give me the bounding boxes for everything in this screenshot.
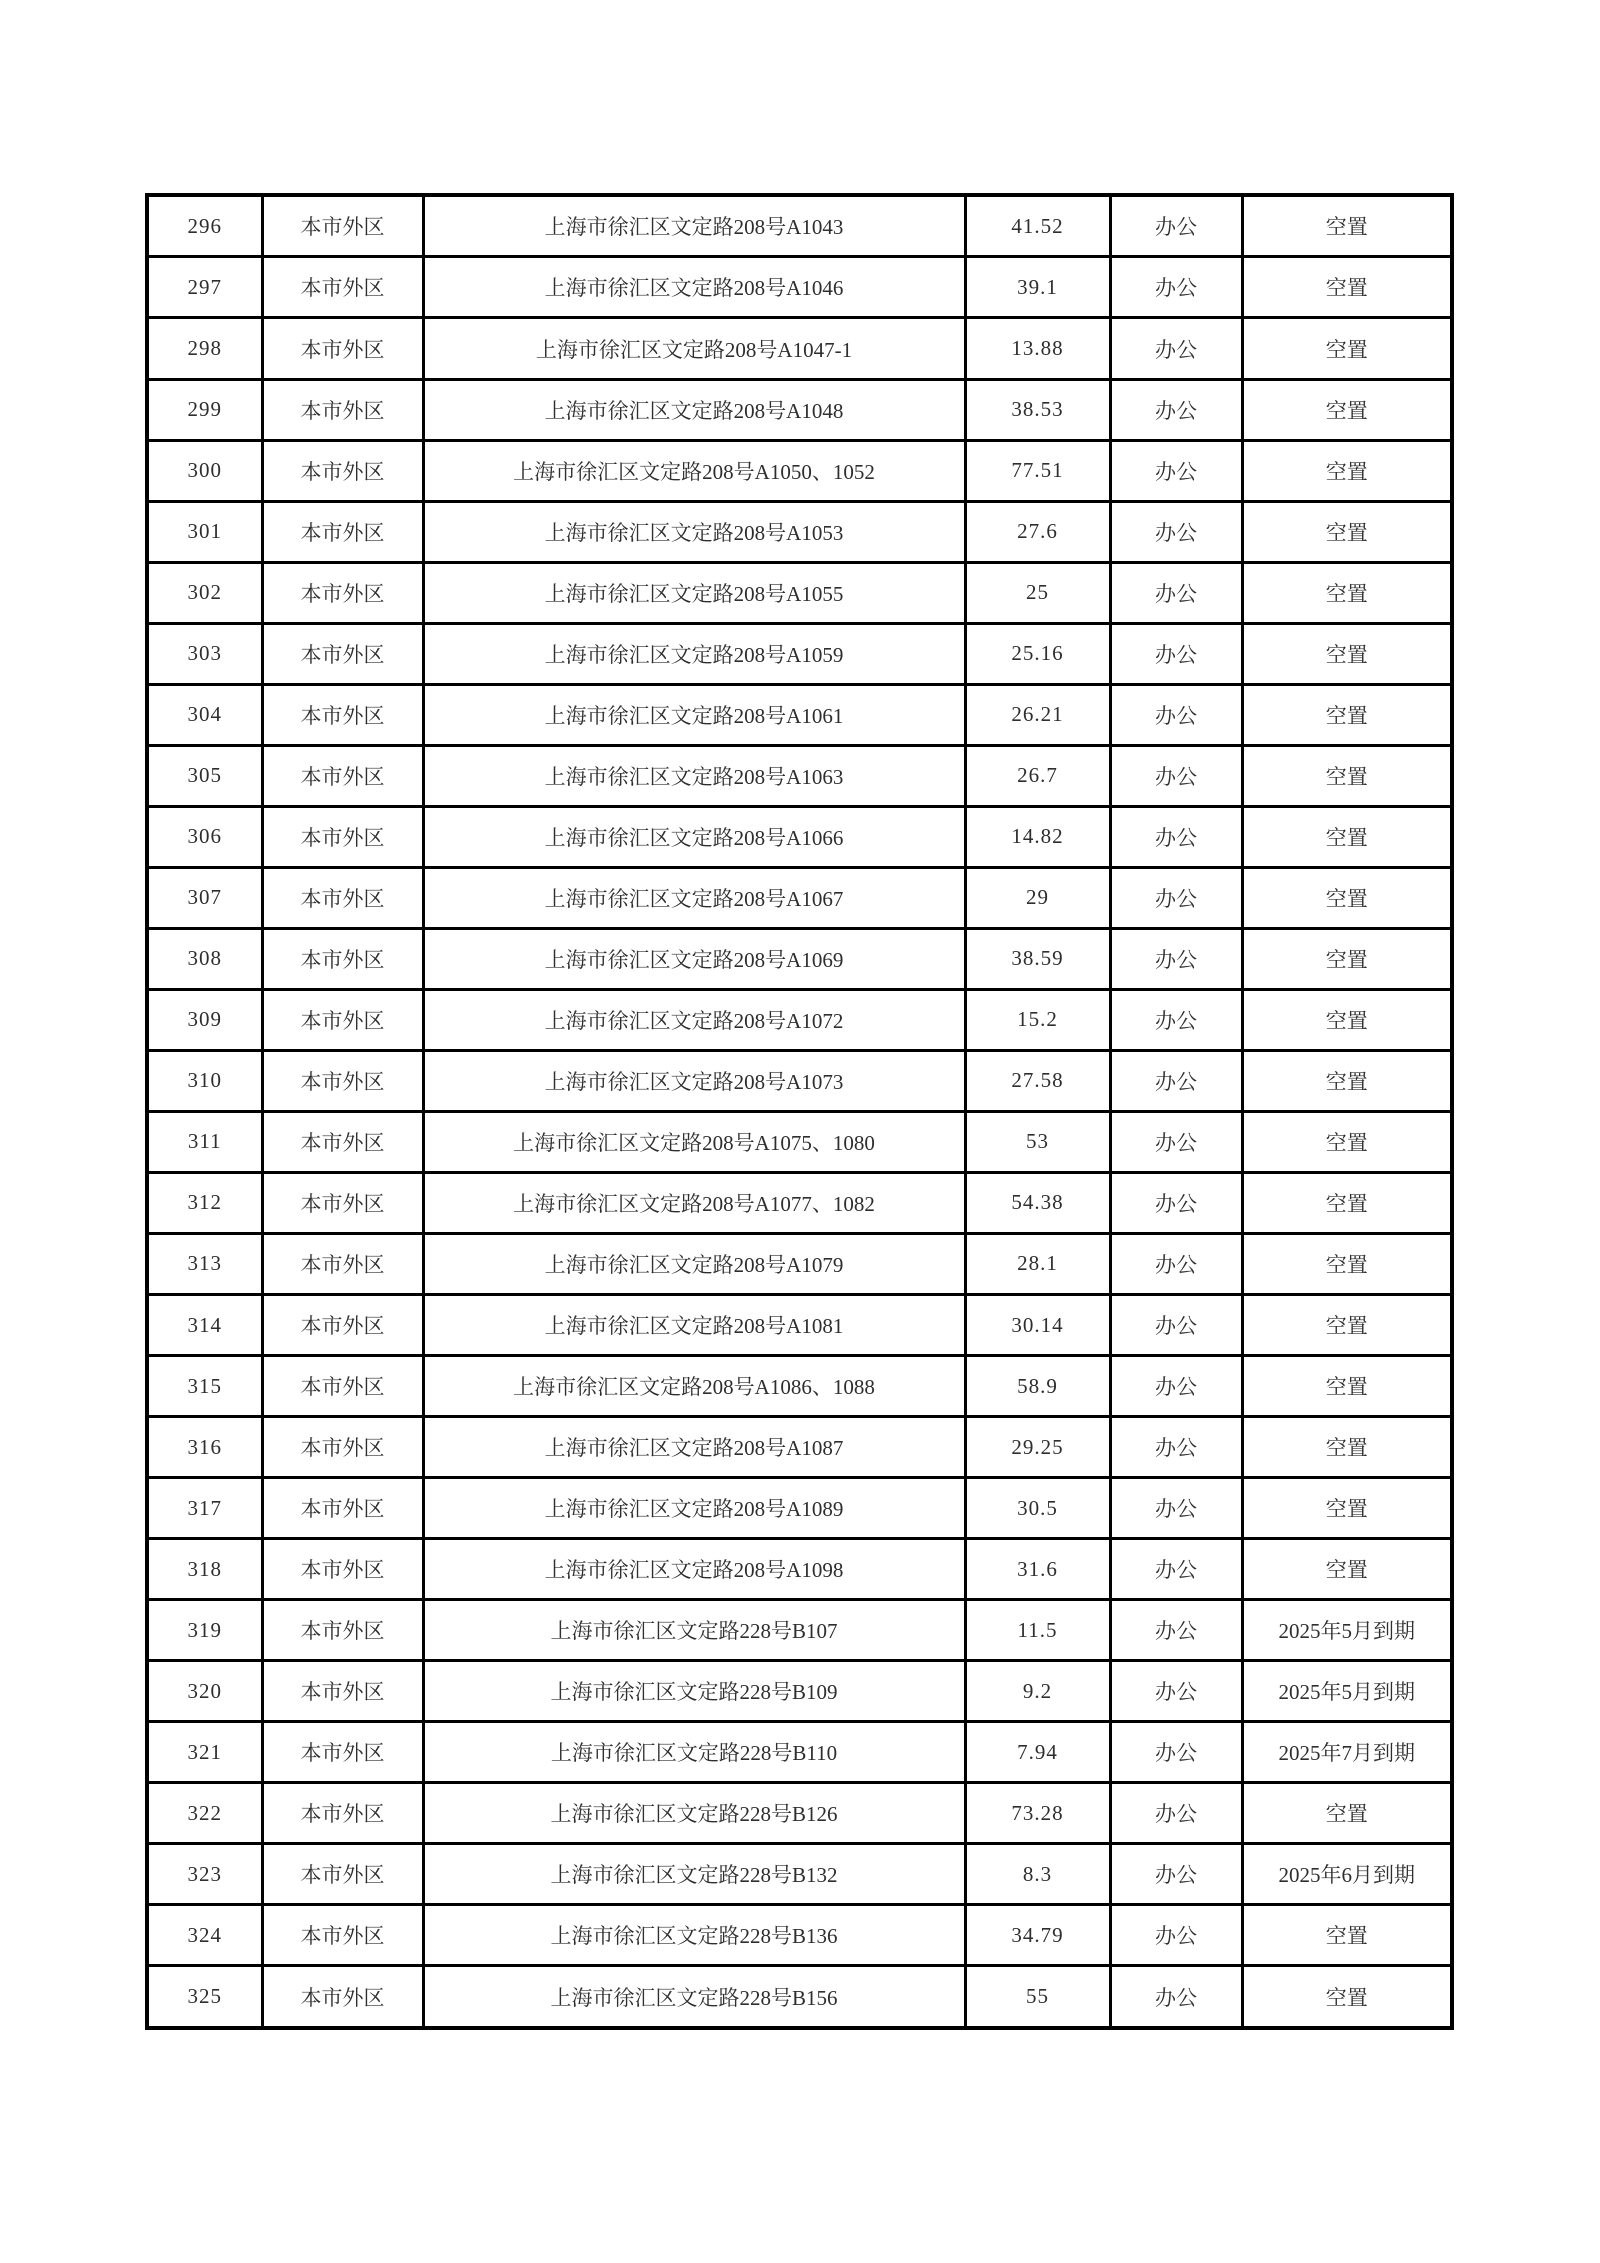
table-row	[147, 806, 1452, 867]
cell-area: 25	[965, 562, 1110, 623]
cell-status: 空置	[1242, 1966, 1452, 2028]
cell-district: 本市外区	[262, 1844, 423, 1905]
table-row	[147, 1111, 1452, 1172]
cell-status: 空置	[1242, 1111, 1452, 1172]
cell-use: 办公	[1110, 684, 1242, 745]
cell-address: 上海市徐汇区文定路208号A1089	[423, 1478, 965, 1539]
cell-row-number: 296	[147, 195, 262, 257]
cell-district: 本市外区	[262, 1294, 423, 1355]
table-row	[147, 1233, 1452, 1294]
cell-status: 空置	[1242, 623, 1452, 684]
cell-row-number: 319	[147, 1600, 262, 1661]
cell-row-number: 308	[147, 928, 262, 989]
cell-district: 本市外区	[262, 195, 423, 257]
table-row	[147, 1905, 1452, 1966]
cell-row-number: 313	[147, 1233, 262, 1294]
cell-area: 9.2	[965, 1661, 1110, 1722]
cell-use: 办公	[1110, 1600, 1242, 1661]
cell-row-number: 318	[147, 1539, 262, 1600]
table-row	[147, 379, 1452, 440]
cell-row-number: 325	[147, 1966, 262, 2028]
cell-area: 8.3	[965, 1844, 1110, 1905]
cell-address: 上海市徐汇区文定路208号A1050、1052	[423, 440, 965, 501]
cell-district: 本市外区	[262, 1050, 423, 1111]
cell-use: 办公	[1110, 195, 1242, 257]
table-row	[147, 440, 1452, 501]
cell-use: 办公	[1110, 1172, 1242, 1233]
cell-area: 26.7	[965, 745, 1110, 806]
cell-use: 办公	[1110, 501, 1242, 562]
cell-district: 本市外区	[262, 1966, 423, 2028]
table-row	[147, 195, 1452, 257]
cell-address: 上海市徐汇区文定路228号B156	[423, 1966, 965, 2028]
cell-status: 空置	[1242, 318, 1452, 379]
cell-row-number: 305	[147, 745, 262, 806]
table-row	[147, 1661, 1452, 1722]
cell-area: 30.5	[965, 1478, 1110, 1539]
cell-district: 本市外区	[262, 745, 423, 806]
cell-area: 27.6	[965, 501, 1110, 562]
cell-address: 上海市徐汇区文定路208号A1087	[423, 1417, 965, 1478]
table-row	[147, 623, 1452, 684]
table-row	[147, 1356, 1452, 1417]
table-row	[147, 745, 1452, 806]
table-row	[147, 562, 1452, 623]
cell-status: 空置	[1242, 1172, 1452, 1233]
cell-status: 空置	[1242, 1233, 1452, 1294]
cell-area: 27.58	[965, 1050, 1110, 1111]
cell-area: 55	[965, 1966, 1110, 2028]
cell-status: 空置	[1242, 501, 1452, 562]
cell-row-number: 299	[147, 379, 262, 440]
cell-address: 上海市徐汇区文定路208号A1066	[423, 806, 965, 867]
cell-district: 本市外区	[262, 1111, 423, 1172]
cell-use: 办公	[1110, 806, 1242, 867]
cell-use: 办公	[1110, 745, 1242, 806]
cell-district: 本市外区	[262, 1172, 423, 1233]
cell-district: 本市外区	[262, 1233, 423, 1294]
cell-row-number: 322	[147, 1783, 262, 1844]
cell-district: 本市外区	[262, 623, 423, 684]
cell-status: 2025年5月到期	[1242, 1661, 1452, 1722]
cell-row-number: 298	[147, 318, 262, 379]
cell-use: 办公	[1110, 1294, 1242, 1355]
cell-row-number: 315	[147, 1356, 262, 1417]
table-row	[147, 1478, 1452, 1539]
cell-address: 上海市徐汇区文定路208号A1067	[423, 867, 965, 928]
cell-district: 本市外区	[262, 989, 423, 1050]
cell-area: 11.5	[965, 1600, 1110, 1661]
cell-district: 本市外区	[262, 928, 423, 989]
table-row	[147, 257, 1452, 318]
vacancy-table	[145, 193, 1454, 2030]
cell-status: 空置	[1242, 1356, 1452, 1417]
cell-district: 本市外区	[262, 1478, 423, 1539]
cell-status: 空置	[1242, 1783, 1452, 1844]
table-row	[147, 1172, 1452, 1233]
cell-district: 本市外区	[262, 318, 423, 379]
cell-use: 办公	[1110, 867, 1242, 928]
cell-address: 上海市徐汇区文定路208号A1053	[423, 501, 965, 562]
cell-area: 41.52	[965, 195, 1110, 257]
cell-use: 办公	[1110, 1966, 1242, 2028]
cell-use: 办公	[1110, 257, 1242, 318]
cell-address: 上海市徐汇区文定路228号B132	[423, 1844, 965, 1905]
cell-use: 办公	[1110, 1356, 1242, 1417]
cell-area: 30.14	[965, 1294, 1110, 1355]
cell-district: 本市外区	[262, 501, 423, 562]
cell-use: 办公	[1110, 1111, 1242, 1172]
cell-district: 本市外区	[262, 440, 423, 501]
table-row	[147, 1783, 1452, 1844]
cell-address: 上海市徐汇区文定路208号A1098	[423, 1539, 965, 1600]
cell-status: 2025年7月到期	[1242, 1722, 1452, 1783]
table-row	[147, 1417, 1452, 1478]
cell-area: 38.53	[965, 379, 1110, 440]
table-row	[147, 1966, 1452, 2028]
cell-district: 本市外区	[262, 1600, 423, 1661]
cell-area: 73.28	[965, 1783, 1110, 1844]
table-row	[147, 1722, 1452, 1783]
cell-row-number: 304	[147, 684, 262, 745]
cell-row-number: 300	[147, 440, 262, 501]
cell-status: 空置	[1242, 257, 1452, 318]
cell-row-number: 311	[147, 1111, 262, 1172]
cell-area: 29.25	[965, 1417, 1110, 1478]
cell-area: 7.94	[965, 1722, 1110, 1783]
cell-area: 14.82	[965, 806, 1110, 867]
cell-row-number: 312	[147, 1172, 262, 1233]
cell-address: 上海市徐汇区文定路228号B136	[423, 1905, 965, 1966]
cell-address: 上海市徐汇区文定路208号A1077、1082	[423, 1172, 965, 1233]
table-row	[147, 1050, 1452, 1111]
cell-area: 53	[965, 1111, 1110, 1172]
cell-status: 空置	[1242, 1050, 1452, 1111]
cell-district: 本市外区	[262, 684, 423, 745]
cell-use: 办公	[1110, 989, 1242, 1050]
cell-status: 空置	[1242, 1417, 1452, 1478]
cell-status: 空置	[1242, 562, 1452, 623]
cell-status: 空置	[1242, 928, 1452, 989]
cell-row-number: 306	[147, 806, 262, 867]
cell-row-number: 317	[147, 1478, 262, 1539]
cell-use: 办公	[1110, 562, 1242, 623]
cell-row-number: 310	[147, 1050, 262, 1111]
cell-use: 办公	[1110, 1905, 1242, 1966]
cell-district: 本市外区	[262, 1722, 423, 1783]
cell-address: 上海市徐汇区文定路208号A1069	[423, 928, 965, 989]
cell-address: 上海市徐汇区文定路208号A1059	[423, 623, 965, 684]
table-row	[147, 318, 1452, 379]
cell-address: 上海市徐汇区文定路208号A1055	[423, 562, 965, 623]
table-row	[147, 1294, 1452, 1355]
table-row	[147, 501, 1452, 562]
cell-use: 办公	[1110, 1539, 1242, 1600]
cell-row-number: 297	[147, 257, 262, 318]
cell-area: 26.21	[965, 684, 1110, 745]
cell-address: 上海市徐汇区文定路208号A1072	[423, 989, 965, 1050]
cell-status: 空置	[1242, 745, 1452, 806]
cell-address: 上海市徐汇区文定路228号B107	[423, 1600, 965, 1661]
cell-district: 本市外区	[262, 1539, 423, 1600]
cell-address: 上海市徐汇区文定路208号A1047-1	[423, 318, 965, 379]
cell-row-number: 307	[147, 867, 262, 928]
cell-row-number: 303	[147, 623, 262, 684]
cell-district: 本市外区	[262, 1356, 423, 1417]
cell-use: 办公	[1110, 1478, 1242, 1539]
cell-address: 上海市徐汇区文定路208号A1061	[423, 684, 965, 745]
cell-area: 58.9	[965, 1356, 1110, 1417]
cell-status: 2025年6月到期	[1242, 1844, 1452, 1905]
cell-address: 上海市徐汇区文定路208号A1081	[423, 1294, 965, 1355]
cell-district: 本市外区	[262, 257, 423, 318]
cell-area: 29	[965, 867, 1110, 928]
cell-status: 空置	[1242, 1478, 1452, 1539]
cell-area: 31.6	[965, 1539, 1110, 1600]
cell-use: 办公	[1110, 379, 1242, 440]
cell-area: 28.1	[965, 1233, 1110, 1294]
cell-address: 上海市徐汇区文定路208号A1063	[423, 745, 965, 806]
cell-row-number: 309	[147, 989, 262, 1050]
cell-use: 办公	[1110, 928, 1242, 989]
cell-district: 本市外区	[262, 1783, 423, 1844]
cell-use: 办公	[1110, 1050, 1242, 1111]
table-row	[147, 684, 1452, 745]
cell-use: 办公	[1110, 1417, 1242, 1478]
cell-status: 空置	[1242, 989, 1452, 1050]
cell-area: 54.38	[965, 1172, 1110, 1233]
cell-address: 上海市徐汇区文定路208号A1048	[423, 379, 965, 440]
cell-status: 空置	[1242, 379, 1452, 440]
cell-area: 25.16	[965, 623, 1110, 684]
table-row	[147, 1600, 1452, 1661]
cell-use: 办公	[1110, 1722, 1242, 1783]
cell-status: 空置	[1242, 195, 1452, 257]
cell-address: 上海市徐汇区文定路208号A1046	[423, 257, 965, 318]
table-row	[147, 1539, 1452, 1600]
cell-address: 上海市徐汇区文定路208号A1075、1080	[423, 1111, 965, 1172]
cell-use: 办公	[1110, 1783, 1242, 1844]
cell-address: 上海市徐汇区文定路208号A1043	[423, 195, 965, 257]
cell-status: 空置	[1242, 440, 1452, 501]
cell-status: 空置	[1242, 806, 1452, 867]
cell-row-number: 301	[147, 501, 262, 562]
cell-row-number: 302	[147, 562, 262, 623]
cell-address: 上海市徐汇区文定路208号A1079	[423, 1233, 965, 1294]
cell-row-number: 320	[147, 1661, 262, 1722]
cell-district: 本市外区	[262, 1661, 423, 1722]
cell-district: 本市外区	[262, 562, 423, 623]
cell-row-number: 323	[147, 1844, 262, 1905]
table-row	[147, 989, 1452, 1050]
cell-status: 空置	[1242, 1294, 1452, 1355]
cell-status: 2025年5月到期	[1242, 1600, 1452, 1661]
cell-row-number: 321	[147, 1722, 262, 1783]
cell-use: 办公	[1110, 440, 1242, 501]
cell-district: 本市外区	[262, 806, 423, 867]
cell-address: 上海市徐汇区文定路228号B110	[423, 1722, 965, 1783]
cell-area: 34.79	[965, 1905, 1110, 1966]
cell-use: 办公	[1110, 1661, 1242, 1722]
cell-address: 上海市徐汇区文定路208号A1086、1088	[423, 1356, 965, 1417]
cell-use: 办公	[1110, 623, 1242, 684]
cell-area: 15.2	[965, 989, 1110, 1050]
cell-address: 上海市徐汇区文定路228号B126	[423, 1783, 965, 1844]
table-row	[147, 928, 1452, 989]
cell-status: 空置	[1242, 867, 1452, 928]
cell-district: 本市外区	[262, 1905, 423, 1966]
cell-use: 办公	[1110, 318, 1242, 379]
cell-use: 办公	[1110, 1233, 1242, 1294]
cell-address: 上海市徐汇区文定路208号A1073	[423, 1050, 965, 1111]
cell-area: 38.59	[965, 928, 1110, 989]
cell-district: 本市外区	[262, 379, 423, 440]
cell-address: 上海市徐汇区文定路228号B109	[423, 1661, 965, 1722]
cell-row-number: 316	[147, 1417, 262, 1478]
cell-status: 空置	[1242, 1905, 1452, 1966]
cell-use: 办公	[1110, 1844, 1242, 1905]
cell-district: 本市外区	[262, 867, 423, 928]
cell-district: 本市外区	[262, 1417, 423, 1478]
cell-status: 空置	[1242, 684, 1452, 745]
cell-status: 空置	[1242, 1539, 1452, 1600]
table-row	[147, 1844, 1452, 1905]
table-body	[147, 195, 1452, 2028]
table-row	[147, 867, 1452, 928]
cell-area: 77.51	[965, 440, 1110, 501]
cell-area: 13.88	[965, 318, 1110, 379]
cell-area: 39.1	[965, 257, 1110, 318]
cell-row-number: 314	[147, 1294, 262, 1355]
cell-row-number: 324	[147, 1905, 262, 1966]
